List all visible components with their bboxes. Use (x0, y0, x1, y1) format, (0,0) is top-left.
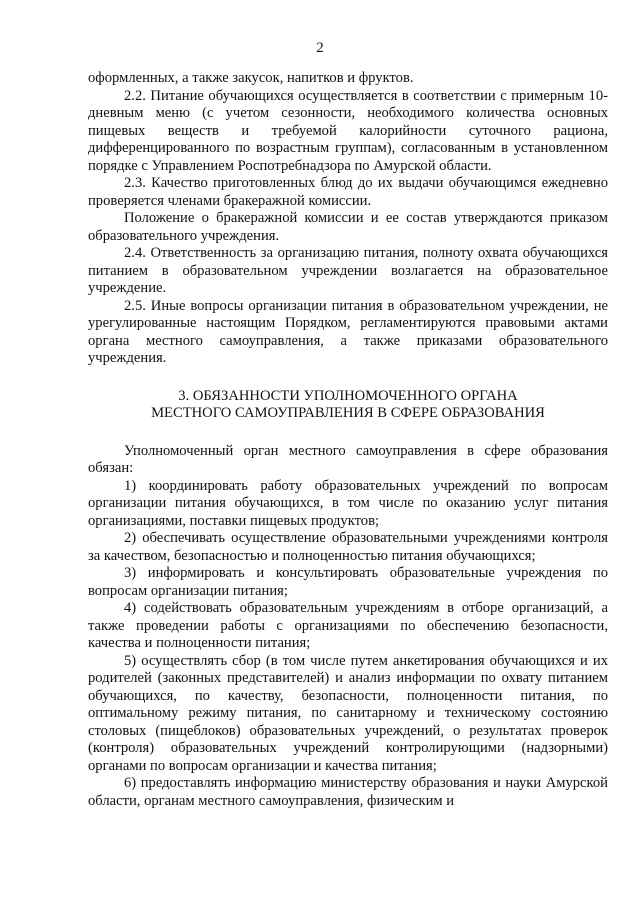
page-number: 2 (316, 40, 324, 56)
list-item-5: 5) осуществлять сбор (в том числе путем анкетирования обучающихся и их родителей (законных представителей) и анализ информации по охвату питанием обучающихся, по качеству, безопасности, полноценности питания, по оптимальному режиму питания, по санитарному и техническому состоянию столовых (пищеблоков) образовательных учреждений, о результатах проверок (контроля) образовательных учреждений контролирующими (надзорными) органами по вопросам организации и качества питания; (88, 652, 608, 774)
section-3-title (88, 388, 608, 423)
section-title-line-2: МЕСТНОГО САМОУПРАВЛЕНИЯ В СФЕРЕ ОБРАЗОВАНИЯ (151, 405, 545, 421)
paragraph-2-5: 2.5. Иные вопросы организации питания в образовательном учреждении, не урегулированные настоящим Порядком, регламентируются правовыми актами органа местного самоуправления, а также приказами образовательного учреждения. (88, 297, 608, 366)
section-title-line-1: 3. ОБЯЗАННОСТИ УПОЛНОМОЧЕННОГО ОРГАНА (178, 387, 518, 404)
paragraph-2-2: 2.2. Питание обучающихся осуществляется в соответствии с примерным 10-дневным меню (с учетом сезонности, необходимого количества основных пищевых веществ и требуемой калорийности суточного рациона, дифференцированного по возрастным группам), согласованным в установленном порядке с Управлением Роспотребнадзора по Амурской области. (88, 87, 608, 174)
list-item-1: 1) координировать работу образовательных учреждений по вопросам организации питания обучающихся, в том числе по оказанию услуг питания организациями, поставки пищевых продуктов; (88, 477, 608, 529)
paragraph-2-4: 2.4. Ответственность за организацию питания, полноту охвата обучающихся питанием в образовательном учреждении возлагается на образовательное учреждение. (88, 245, 608, 296)
list-item-4: 4) содействовать образовательным учреждениям в отборе организаций, а также проведении работы с организациями по обеспечению безопасности, качества и полноценности питания; (88, 600, 608, 651)
document-body (88, 70, 608, 810)
paragraph-continuation: оформленных, а также закусок, напитков и фруктов. (88, 70, 414, 86)
list-item-2: 2) обеспечивать осуществление образовательными учреждениями контроля за качеством, безопасностью и полноценностью питания обучающихся; (88, 530, 608, 564)
list-item-3: 3) информировать и консультировать образовательные учреждения по вопросам организации питания; (88, 565, 608, 599)
paragraph-brakerazh-commission: Положение о бракеражной комиссии и ее состав утверждаются приказом образовательного учреждения. (88, 210, 608, 244)
paragraph-2-3: 2.3. Качество приготовленных блюд до их выдачи обучающимся ежедневно проверяется членами бракеражной комиссии. (88, 175, 608, 209)
list-item-6: 6) предоставлять информацию министерству образования и науки Амурской области, органам местного самоуправления, физическим и (88, 775, 608, 809)
paragraph-section-intro: Уполномоченный орган местного самоуправления в сфере образования обязан: (88, 442, 608, 476)
